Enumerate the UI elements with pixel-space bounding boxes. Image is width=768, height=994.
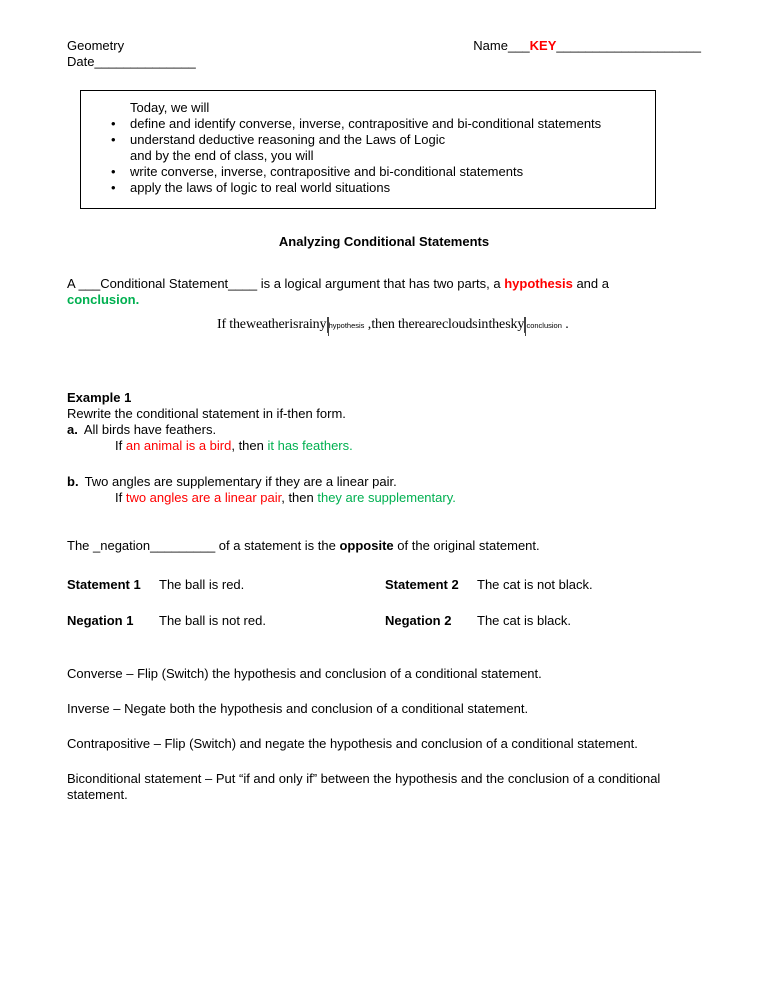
objectives-intro: Today, we will (130, 100, 210, 115)
example1-heading: Example 1 (67, 390, 132, 405)
statement2-text: The cat is not black. (477, 577, 593, 592)
statement1-label: Statement 1 (67, 577, 141, 592)
header-left (67, 38, 196, 70)
separator-word: , then (367, 317, 395, 332)
objective-continuation: and by the end of class, you will (130, 148, 314, 163)
conclusion-phrase: there are clouds in the sky (397, 317, 525, 332)
example1-instruction: Rewrite the conditional statement in if-then form. (67, 406, 346, 421)
item-a-statement: All birds have feathers. (83, 422, 217, 437)
statements-grid (67, 577, 701, 629)
hypothesis-label: hypothesis (328, 321, 365, 330)
negation1-row (67, 613, 385, 629)
item-b-statement: Two angles are supplementary if they are a linear pair. (84, 474, 397, 489)
course-label: Geometry (67, 38, 125, 53)
definition-end: . (135, 292, 140, 307)
answer-b-conclusion: they are supplementary (317, 490, 453, 505)
converse-definition: Converse – Flip (Switch) the hypothesis and conclusion of a conditional statement. (67, 666, 542, 681)
sentence-period: . (565, 317, 569, 332)
conclusion-group (398, 316, 562, 333)
answer-a-then: , then (231, 438, 268, 453)
statement1-row (67, 577, 385, 593)
conclusion-label: conclusion (526, 321, 562, 330)
statement1-text: The ball is red. (159, 577, 245, 592)
name-line (473, 38, 701, 54)
objective-bullet-4-text: apply the laws of logic to real world situations (130, 180, 391, 195)
answer-a-end: . (349, 438, 353, 453)
answer-b-hypothesis: two angles are a linear pair (125, 490, 282, 505)
hypothesis-underbrace-icon (327, 317, 329, 333)
objectives-box (80, 90, 656, 209)
definition-line-2 (67, 292, 701, 308)
negation-definition (67, 538, 701, 554)
answer-b-end: . (452, 490, 456, 505)
hypothesis-phrase: the weather is rainy (229, 317, 327, 332)
statement2-label: Statement 2 (385, 577, 459, 592)
definition-paragraph (67, 276, 701, 308)
negation-lead: The _negation_________ of a statement is the (67, 538, 340, 553)
conditional-example (217, 316, 701, 362)
inverse-definition: Inverse – Negate both the hypothesis and conclusion of a conditional statement. (67, 701, 529, 716)
answer-a-conclusion: it has feathers (267, 438, 350, 453)
if-word: If (217, 317, 226, 332)
conclusion-term: conclusion (67, 292, 136, 307)
bullet-icon: • (111, 164, 116, 179)
worksheet-header (67, 38, 701, 70)
date-line: Date______________ (67, 54, 196, 69)
answer-b-then: , then (281, 490, 318, 505)
hypothesis-term: hypothesis (504, 276, 573, 291)
negation2-row (385, 613, 701, 629)
hypothesis-group (229, 316, 364, 333)
answer-a-hypothesis: an animal is a bird (125, 438, 232, 453)
contrapositive-definition: Contrapositive – Flip (Switch) and negate the hypothesis and conclusion of a conditional statement. (67, 736, 638, 751)
example1-item-b (67, 474, 701, 490)
bullet-icon: • (111, 132, 116, 147)
objective-bullet-3 (111, 164, 649, 180)
definition-line-1 (67, 276, 701, 292)
negation1-text: The ball is not red. (159, 613, 266, 628)
answer-a-if: If (115, 438, 126, 453)
example1-answer-a (115, 438, 701, 454)
definition-lead: A ___Conditional Statement____ is a logical argument that has two parts, a (67, 276, 505, 291)
objective-bullet-4 (111, 180, 649, 196)
page-title: Analyzing Conditional Statements (278, 234, 490, 249)
name-key: KEY (529, 38, 557, 53)
statement2-row (385, 577, 701, 593)
negation-tail: of the original statement. (393, 538, 540, 553)
negation2-text: The cat is black. (477, 613, 571, 628)
objective-bullet-1 (111, 116, 649, 132)
objective-bullet-1-text: define and identify converse, inverse, contrapositive and bi-conditional statements (130, 116, 602, 131)
item-b-label: b. (67, 474, 79, 489)
negation2-label: Negation 2 (385, 613, 452, 628)
biconditional-definition: Biconditional statement – Put “if and only if” between the hypothesis and the conclusion of a conditional statement. (67, 771, 661, 802)
item-a-label: a. (67, 422, 78, 437)
example1-section (67, 390, 701, 506)
objective-bullet-2-text: understand deductive reasoning and the Laws of Logic (130, 132, 446, 147)
name-prefix: Name___ (473, 38, 530, 53)
definition-mid: and a (572, 276, 609, 291)
term-definitions (67, 666, 701, 803)
answer-b-if: If (115, 490, 126, 505)
name-suffix: ____________________ (556, 38, 701, 53)
example1-item-a (67, 422, 701, 438)
bullet-icon: • (111, 116, 116, 131)
objective-bullet-2 (111, 132, 649, 148)
objective-bullet-3-text: write converse, inverse, contrapositive and bi-conditional statements (130, 164, 524, 179)
bullet-icon: • (111, 180, 116, 195)
opposite-term: opposite (339, 538, 394, 553)
negation1-label: Negation 1 (67, 613, 134, 628)
example1-answer-b (115, 490, 701, 506)
